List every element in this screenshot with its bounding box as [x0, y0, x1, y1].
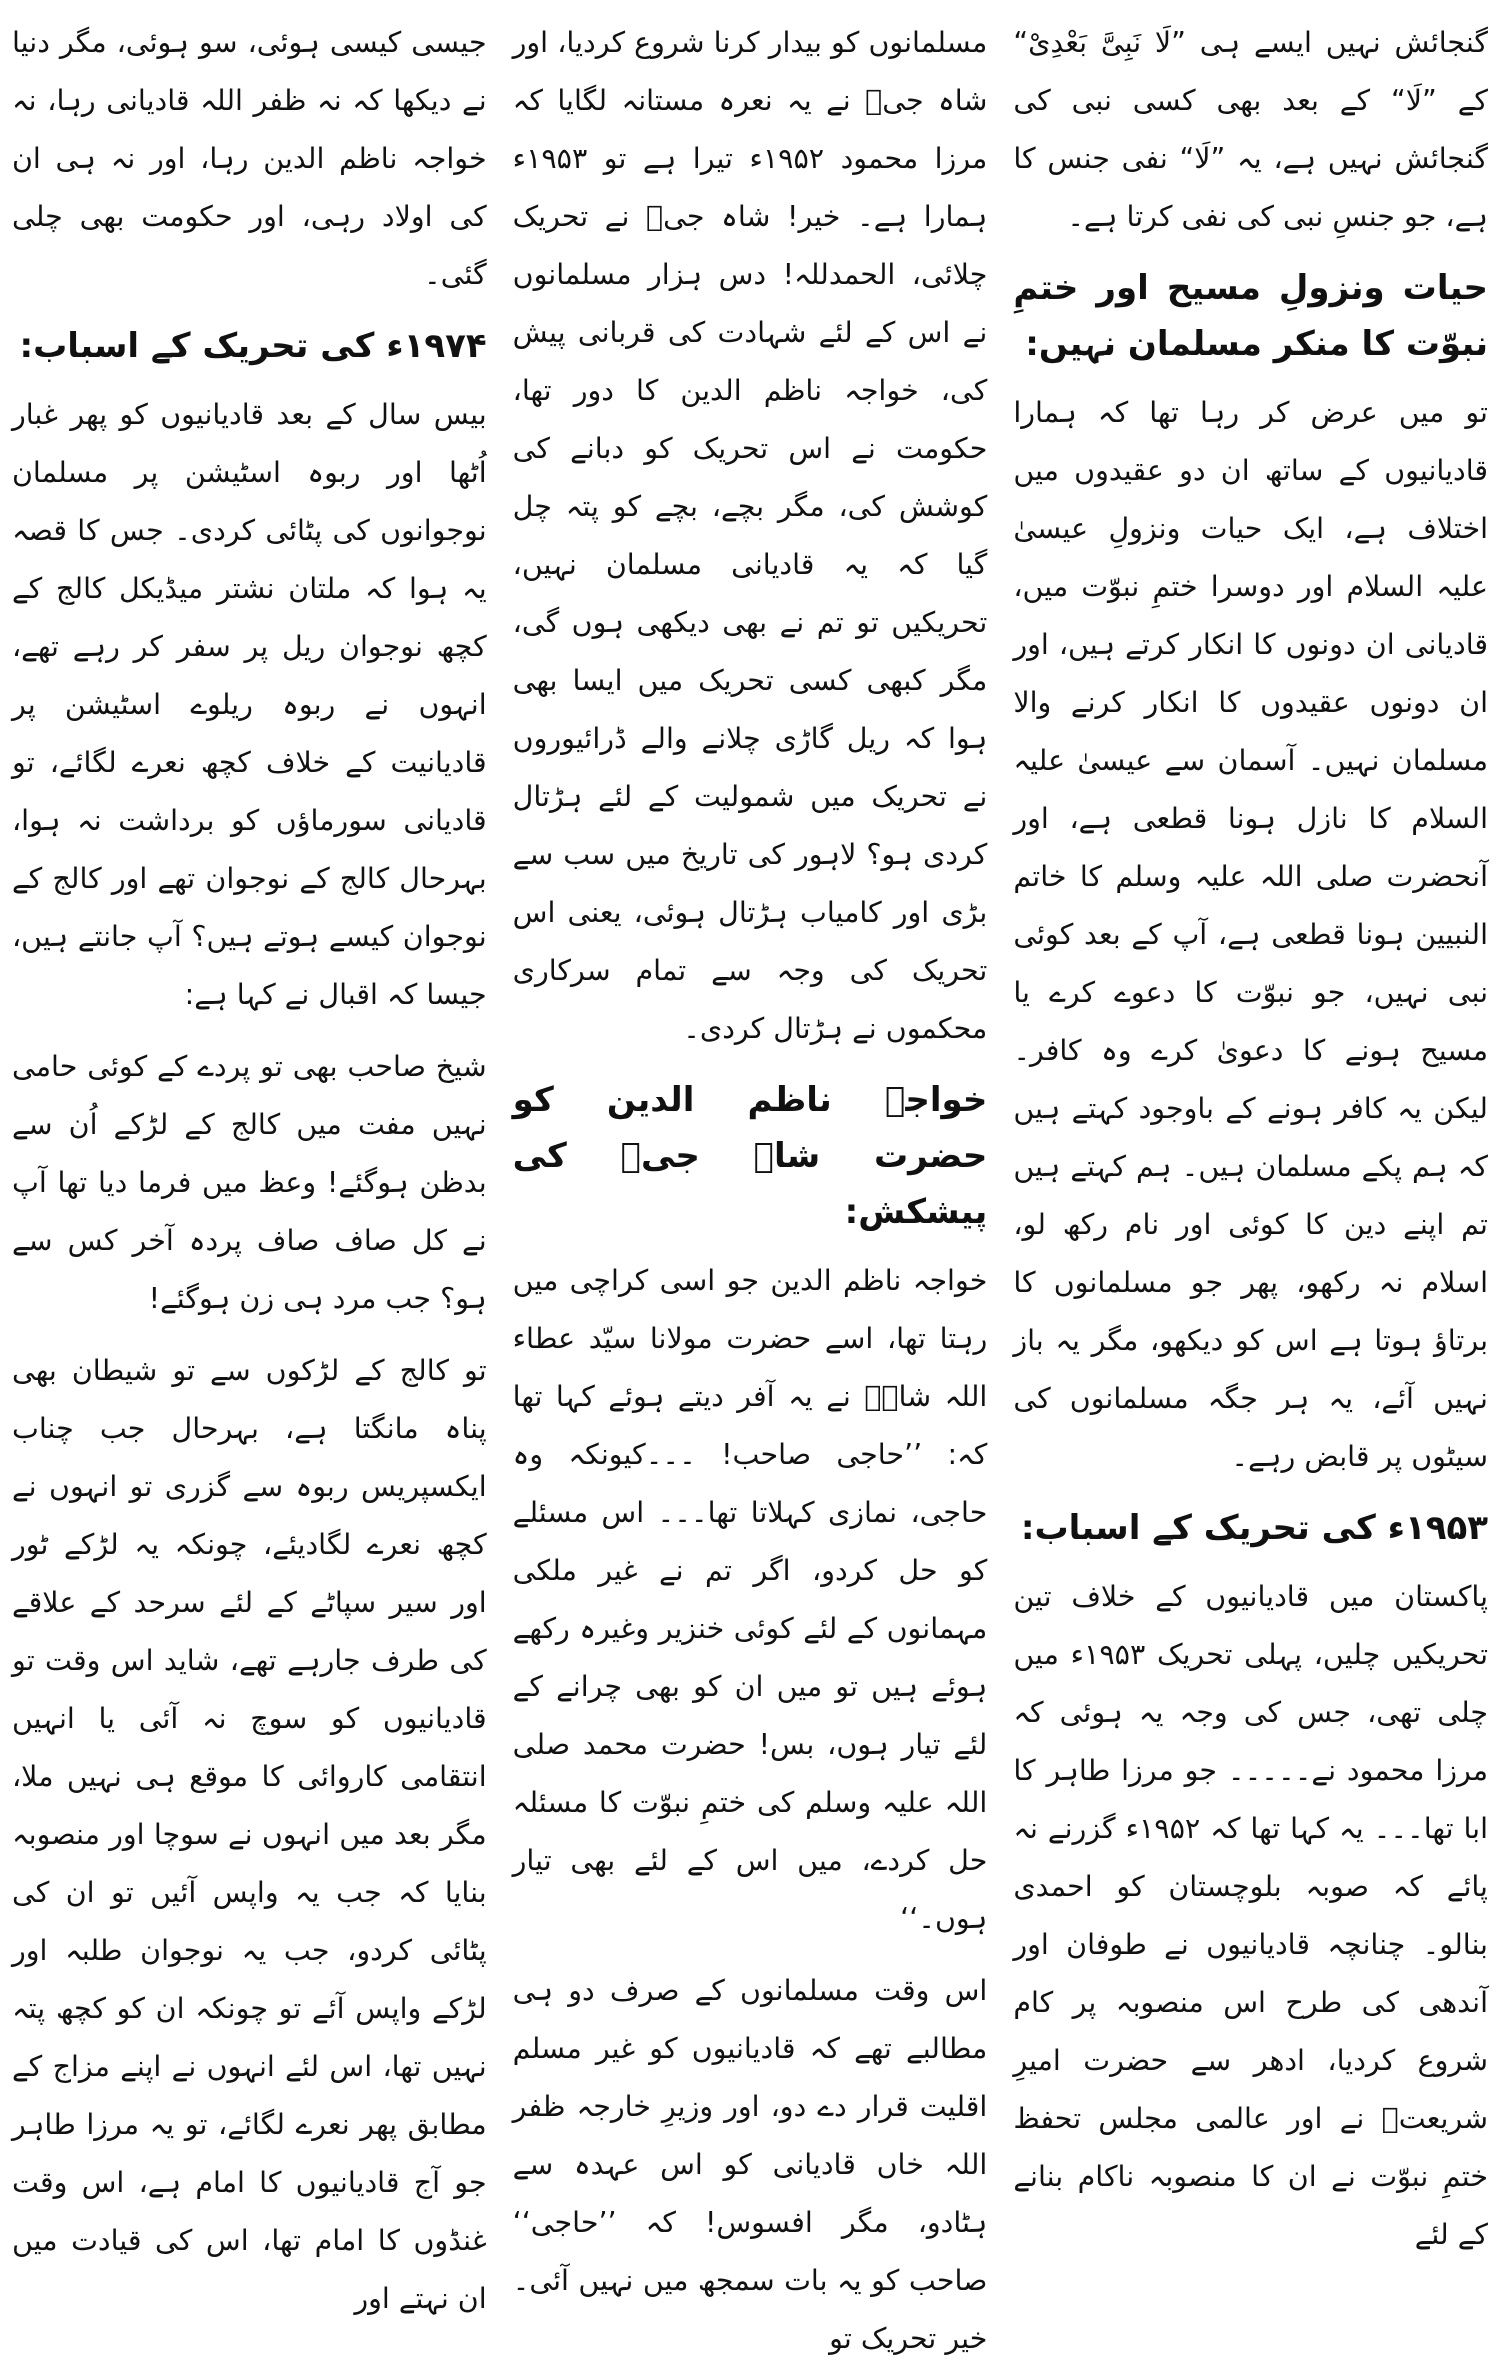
paragraph: تو کالج کے لڑکوں سے تو شیطان بھی پناہ مانگتا ہے، بہرحال جب چناب ایکسپریس ربوہ سے گزری تو انہوں نے کچھ نعرے لگادیئے، چونکہ یہ لڑکے ٹور اور سیر سپاٹے کے لئے سرحد کے علاقے کی طرف جارہے تھے، شاید اس وقت تو قادیانیوں کو سوچ نہ آئی یا انہیں انتقامی کاروائی کا موقع ہی نہیں ملا، مگر بعد میں انہوں نے سوچا اور منصوبہ بنایا کہ جب یہ واپس آئیں تو ان کی پٹائی کردو، جب یہ نوجوان طلبہ اور لڑکے واپس آئے تو چونکہ ان کو کچھ پتہ نہیں تھا، اس لئے انہوں نے اپنے مزاج کے مطابق پھر نعرے لگائے، تو یہ مرزا طاہر جو آج قادیانیوں کا امام ہے، اس وقت غنڈوں کا امام تھا، اس کی قیادت میں ان نہتے اور — [11, 1354, 487, 2315]
paragraph: مسلمانوں کو بیدار کرنا شروع کردیا، اور شاہ جیؒ نے یہ نعرہ مستانہ لگایا کہ مرزا محمود ۱۹۵۲ء تیرا ہے تو ۱۹۵۳ء ہمارا ہے۔ خیر! شاہ جیؒ نے تحریک چلائی، الحمدللہ! دس ہزار مسلمانوں نے اس کے لئے شہادت کی قربانی پیش کی، خواجہ ناظم الدین کا دور تھا، حکومت نے اس تحریک کو دبانے کی کوشش کی، مگر بچے، بچے کو پتہ چل گیا کہ یہ قادیانی مسلمان نہیں، تحریکیں تو تم نے بھی دیکھی ہوں گی، مگر کبھی کسی تحریک میں ایسا بھی ہوا کہ ریل گاڑی چلانے والے ڈرائیوروں نے تحریک میں شمولیت کے لئے ہڑتال کردی ہو؟ لاہور کی تاریخ میں سب سے بڑی اور کامیاب ہڑتال ہوئی، یعنی اس تحریک کی وجہ سے تمام سرکاری محکموں نے ہڑتال کردی۔ — [512, 26, 988, 1045]
section-heading: ۱۹۷۴ء کی تحریک کے اسباب: — [19, 326, 487, 366]
section-heading: خواجہ ناظم الدین کو حضرت شاہ جیؒ کی پیشکش: — [512, 1080, 988, 1232]
paragraph: بیس سال کے بعد قادیانیوں کو پھر غبار اُٹھا اور ربوہ اسٹیشن پر مسلمان نوجوانوں کی پٹائی کردی۔ جس کا قصہ یہ ہوا کہ ملتان نشتر میڈیکل کالج کے کچھ نوجوان ریل پر سفر کر رہے تھے، انہوں نے ربوہ ریلوے اسٹیشن پر قادیانیت کے خلاف کچھ نعرے لگائے، تو قادیانی سورماؤں کو برداشت نہ ہوا، بہرحال کالج کے نوجوان تھے اور کالج کے نوجوان کیسے ہوتے ہیں؟ آپ جانتے ہیں، جیسا کہ اقبال نے کہا ہے: — [11, 398, 487, 1011]
paragraph: اس وقت مسلمانوں کے صرف دو ہی مطالبے تھے کہ قادیانیوں کو غیر مسلم اقلیت قرار دے دو، اور وزیرِ خارجہ ظفر اللہ خاں قادیانی کو اس عہدہ سے ہٹادو، مگر افسوس! کہ ’’حاجی‘‘ صاحب کو یہ بات سمجھ میں نہیں آئی۔ خیر تحریک تو — [512, 1974, 988, 2355]
column-right — [1013, 14, 1488, 2251]
section-heading: حیات ونزولِ مسیح اور ختمِ نبوّت کا منکر مسلمان نہیں: — [1013, 268, 1488, 364]
column-left — [11, 14, 487, 2315]
paragraph: شیخ صاحب بھی تو پردے کے کوئی حامی نہیں مفت میں کالج کے لڑکے اُن سے بدظن ہوگئے! وعظ میں فرما دیا تھا آپ نے کل صاف صاف پردہ آخر کس سے ہو؟ جب مرد ہی زن ہوگئے! — [11, 1050, 487, 1315]
paragraph: پاکستان میں قادیانیوں کے خلاف تین تحریکیں چلیں، پہلی تحریک ۱۹۵۳ء میں چلی تھی، جس کی وجہ یہ ہوئی کہ مرزا محمود نے۔۔۔۔۔ جو مرزا طاہر کا ابا تھا۔۔۔ یہ کہا تھا کہ ۱۹۵۲ء گزرنے نہ پائے کہ صوبہ بلوچستان کو احمدی بنالو۔ چنانچہ قادیانیوں نے طوفان اور آندھی کی طرح اس منصوبہ پر کام شروع کردیا، ادھر سے حضرت امیرِ شریعتؒ نے اور عالمی مجلس تحفظ ختمِ نبوّت نے ان کا منصوبہ ناکام بنانے کے لئے — [1013, 1580, 1488, 2251]
paragraph: تو میں عرض کر رہا تھا کہ ہمارا قادیانیوں کے ساتھ ان دو عقیدوں میں اختلاف ہے، ایک حیات ونزولِ عیسیٰ علیہ السلام اور دوسرا ختمِ نبوّت میں، قادیانی ان دونوں کا انکار کرتے ہیں، اور ان دونوں عقیدوں کا انکار کرنے والا مسلمان نہیں۔ آسمان سے عیسیٰ علیہ السلام کا نازل ہونا قطعی ہے، اور آنحضرت صلی اللہ علیہ وسلم کا خاتم النبیین ہونا قطعی ہے، آپ کے بعد کوئی نبی نہیں، جو نبوّت کا دعوے کرے یا مسیح ہونے کا دعویٰ کرے وہ کافر۔ لیکن یہ کافر ہونے کے باوجود کہتے ہیں کہ ہم پکے مسلمان ہیں۔ ہم کہتے ہیں تم اپنے دین کا کوئی اور نام رکھ لو، اسلام نہ رکھو، پھر جو مسلمانوں کا برتاؤ ہوتا ہے اس کو دیکھو، مگر یہ باز نہیں آئے، یہ ہر جگہ مسلمانوں کی سیٹوں پر قابض رہے۔ — [1013, 396, 1488, 1473]
paragraph: جیسی کیسی ہوئی، سو ہوئی، مگر دنیا نے دیکھا کہ نہ ظفر اللہ قادیانی رہا، نہ خواجہ ناظم الدین رہا، اور نہ ہی ان کی اولاد رہی، اور حکومت بھی چلی گئی۔ — [11, 26, 487, 291]
section-heading: ۱۹۵۳ء کی تحریک کے اسباب: — [1020, 1508, 1488, 1548]
paragraph: خواجہ ناظم الدین جو اسی کراچی میں رہتا تھا، اسے حضرت مولانا سیّد عطاء اللہ شاہؒ نے یہ آفر دیتے ہوئے کہا تھا کہ: ’’حاجی صاحب! ۔۔۔کیونکہ وہ حاجی، نمازی کہلاتا تھا۔۔۔ اس مسئلے کو حل کردو، اگر تم نے غیر ملکی مہمانوں کے لئے کوئی خنزیر وغیرہ رکھے ہوئے ہیں تو میں ان کو بھی چرانے کے لئے تیار ہوں، بس! حضرت محمد صلی اللہ علیہ وسلم کی ختمِ نبوّت کا مسئلہ حل کردے، میں اس کے لئے بھی تیار ہوں۔‘‘ — [512, 1264, 988, 1935]
paragraph: گنجائش نہیں ایسے ہی ”لَا نَبِیَّ بَعْدِیْ“ کے ”لَا“ کے بعد بھی کسی نبی کی گنجائش نہیں ہے، یہ ”لَا“ نفی جنس کا ہے، جو جنسِ نبی کی نفی کرتا ہے۔ — [1013, 26, 1488, 233]
column-middle — [512, 14, 988, 2355]
